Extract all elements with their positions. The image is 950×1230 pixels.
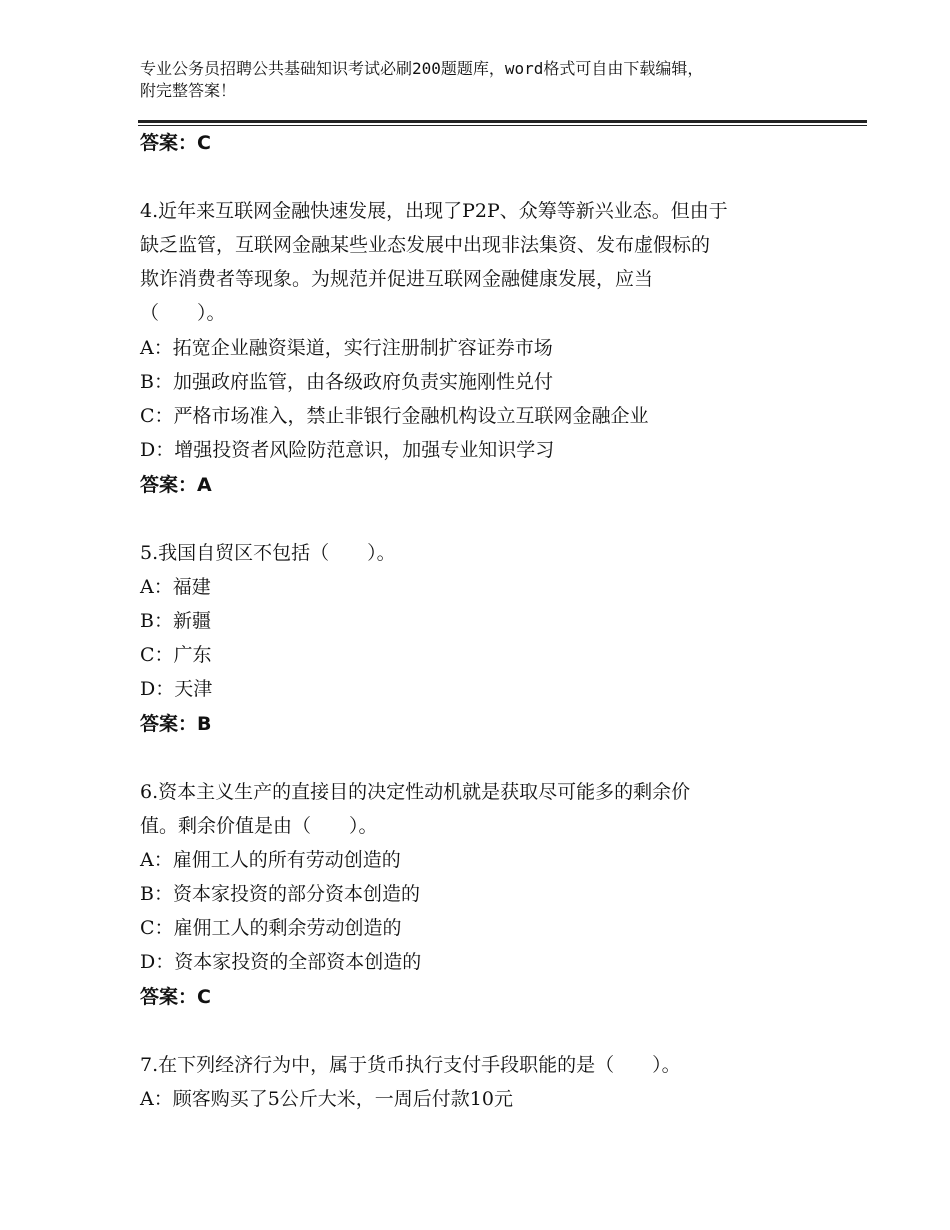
option-b: B：新疆	[140, 610, 211, 632]
option-c: C：广东	[140, 644, 212, 666]
option-a: A：拓宽企业融资渠道，实行注册制扩容证券市场	[140, 337, 553, 359]
question-stem-line: 6.资本主义生产的直接目的决定性动机就是获取尽可能多的剩余价	[140, 781, 691, 803]
answer: 答案：C	[140, 986, 211, 1008]
option-a: A：福建	[140, 576, 211, 598]
header-line-2: 附完整答案！	[140, 81, 237, 100]
document-header-note	[140, 58, 840, 102]
question-stem-line: 4.近年来互联网金融快速发展，出现了P2P、众筹等新兴业态。但由于	[140, 200, 728, 222]
option-d: D：天津	[140, 678, 213, 700]
question-stem-line: 5.我国自贸区不包括（ ）。	[140, 542, 396, 564]
option-a: A：顾客购买了5公斤大米，一周后付款10元	[140, 1088, 513, 1110]
option-d: D：增强投资者风险防范意识，加强专业知识学习	[140, 439, 555, 461]
option-b: B：资本家投资的部分资本创造的	[140, 883, 420, 905]
question-stem-line: 7.在下列经济行为中，属于货币执行支付手段职能的是（ ）。	[140, 1054, 681, 1076]
question-stem-line: 值。剩余价值是由（ ）。	[140, 815, 378, 837]
answer: 答案：A	[140, 474, 212, 496]
option-d: D：资本家投资的全部资本创造的	[140, 951, 422, 973]
question-stem-line: 欺诈消费者等现象。为规范并促进互联网金融健康发展，应当	[140, 268, 654, 290]
option-c: C：严格市场准入，禁止非银行金融机构设立互联网金融企业	[140, 405, 649, 427]
question-stem-line: 缺乏监管，互联网金融某些业态发展中出现非法集资、发布虚假标的	[140, 234, 711, 256]
previous-answer: 答案：C	[140, 132, 211, 154]
header-line-1: 专业公务员招聘公共基础知识考试必刷200题题库，word格式可自由下载编辑，	[140, 59, 704, 78]
question-stem-line: （ ）。	[140, 302, 226, 324]
answer: 答案：B	[140, 713, 212, 735]
option-a: A：雇佣工人的所有劳动创造的	[140, 849, 401, 871]
option-c: C：雇佣工人的剩余劳动创造的	[140, 917, 402, 939]
header-divider-thin	[138, 125, 867, 126]
header-divider-thick	[138, 120, 867, 123]
option-b: B：加强政府监管，由各级政府负责实施刚性兑付	[140, 371, 553, 393]
